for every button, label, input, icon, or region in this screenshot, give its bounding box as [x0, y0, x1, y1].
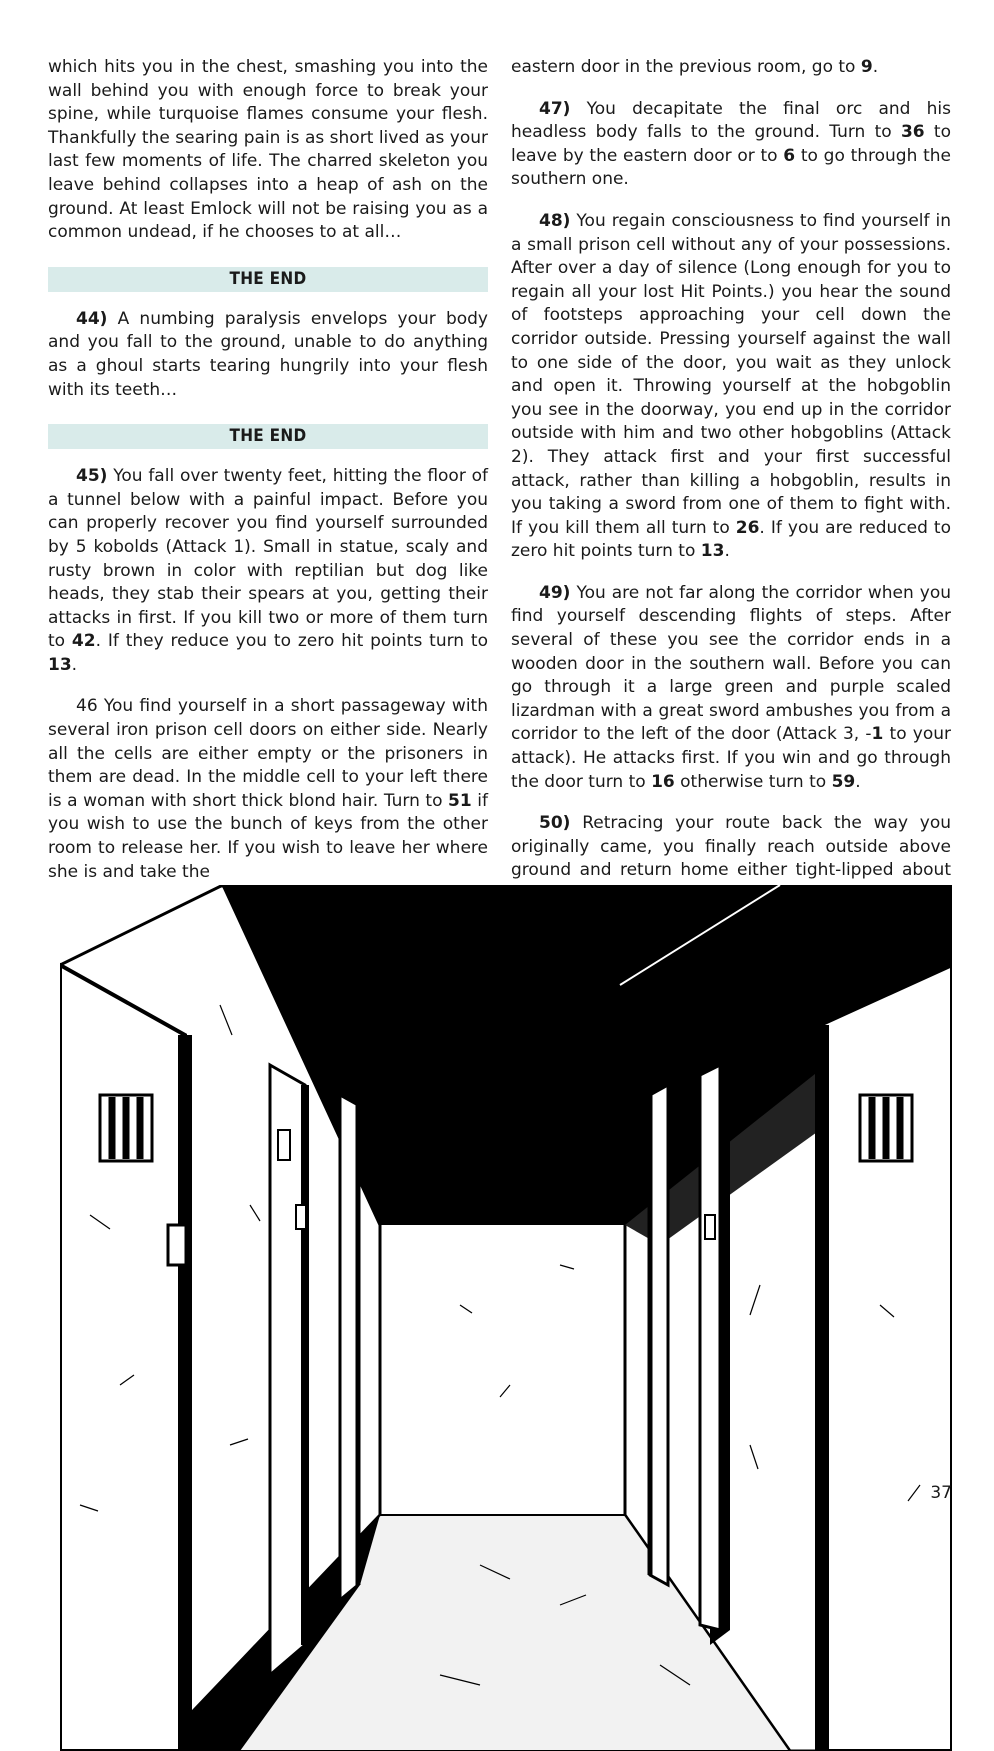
section-number: 45) [76, 466, 108, 487]
paragraph-47: 47) You decapitate the final orc and his headless body falls to the ground. Turn to 36 to leave by the eastern door or to 6 to go through the southern one. [511, 98, 951, 190]
section-reference: 9 [860, 57, 873, 77]
section-reference: 26 [735, 517, 760, 538]
prison-corridor-illustration [60, 885, 952, 1751]
section-number: 44) [76, 308, 108, 329]
section-number: 49) [539, 582, 571, 603]
right-column [511, 56, 951, 930]
attack-modifier: 1 [871, 724, 884, 745]
section-reference: 13 [48, 654, 72, 675]
section-reference: 6 [783, 145, 796, 166]
paragraph-48: 48) You regain consciousness to find yourself in a small prison cell without any of your possessions. After over a day of silence (Long enough for you to regain all your lost Hit Points.) you hear the sound of footsteps approaching your cell down the corridor outside. Pressing yourself against the wall to one side of the door, you wait as they unlock and open it. Throwing yourself at the hobgoblin you see in the doorway, you end up in the corridor outside with him and two other hobgoblins (Attack 2). They attack first and your first successful attack, rather than killing a hobgoblin, results in you taking a sword from one of them to fight with. If you kill them all turn to 26. If you are reduced to zero hit points turn to 13. [511, 210, 951, 562]
the-end-banner: THE END [48, 267, 488, 292]
section-number: 47) [539, 98, 571, 119]
section-number: 50) [539, 813, 571, 834]
section-reference: 16 [651, 771, 675, 792]
section-number: 48) [539, 210, 571, 231]
paragraph-50: 50) Retracing your route back the way you originally came, you finally reach outside above ground and return home either tight-lipped about [511, 813, 951, 881]
paragraph-46-continued: eastern door in the previous room, go to 9. [511, 57, 879, 77]
page-number: 37 [930, 1483, 952, 1503]
section-reference: 51 [448, 790, 472, 811]
section-reference: 59 [831, 771, 856, 792]
the-end-banner: THE END [48, 424, 488, 449]
paragraph-43-continued: which hits you in the chest, smashing you into the wall behind you with enough force to break your spine, while turquoise flames consume your flesh. Thankfully the searing pain is as short lived as your last few moments of life. The charred skeleton you leave behind collapses into a heap of ash on the ground. At least Emlock will not be raising you as a common undead, if he chooses to at all… [48, 57, 488, 243]
paragraph-44: 44) A numbing paralysis envelops your body and you fall to the ground, unable to do anything as a ghoul starts tearing hungrily into your flesh with its teeth… [48, 308, 488, 400]
paragraph-45: 45) You fall over twenty feet, hitting the floor of a tunnel below with a painful impact. Before you can properly recover you find yourself surrounded by 5 kobolds (Attack 1). Small in statue, scaly and rusty brown in color with reptilian but dog like heads, they stab their spears at you, getting their attacks in first. If you kill two or more of them turn to 42. If they reduce you to zero hit points turn to 13. [48, 466, 488, 675]
left-column [48, 56, 488, 884]
paragraph-46: 46 You find yourself in a short passageway with several iron prison cell doors on either side. Nearly all the cells are either empty or the prisoners in them are dead. In the middle cell to your left there is a woman with short thick blond hair. Turn to 51 if you wish to use the bunch of keys from the other room to release her. If you wish to leave her where she is and take the [48, 696, 488, 882]
paragraph-49: 49) You are not far along the corridor when you find yourself descending flights of steps. After several of these you see the corridor ends in a wooden door in the southern wall. Before you can go through it a large green and purple scaled lizardman with a great sword ambushes you from a corridor to the left of the door (Attack 3, -1 to your attack). He attacks first. If you win and go through the door turn to 16 otherwise turn to 59. [511, 582, 951, 792]
section-reference: 36 [900, 122, 925, 143]
section-reference: 13 [700, 541, 725, 562]
section-reference: 42 [71, 631, 96, 652]
